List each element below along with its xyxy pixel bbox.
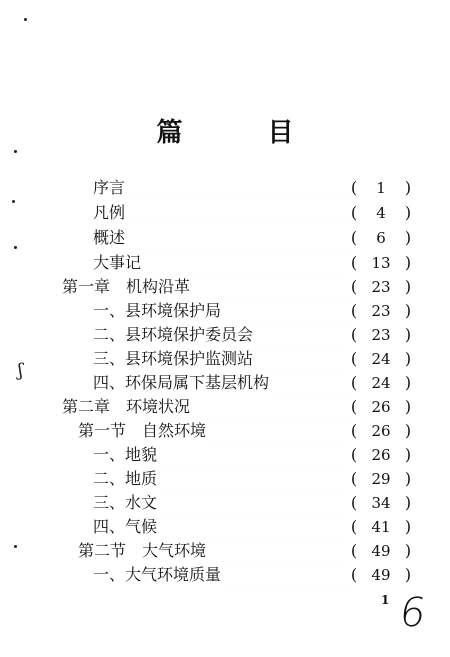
toc-entry-label: 大事记 [93,253,142,272]
toc-entry [93,468,413,490]
toc-entry-label: 第一章 机构沿革 [62,277,191,296]
toc-entry-label: 二、地质 [93,469,158,488]
scan-speck [14,545,17,548]
toc-entry [93,252,413,274]
toc-entry [93,324,413,346]
toc-entry [93,300,413,322]
toc-entry [93,227,413,249]
toc-entry-label: 一、地貌 [93,445,158,464]
margin-mark: ʃ [18,360,23,381]
toc-entry [93,348,413,370]
toc-page-number: ( 6 ) [350,228,412,247]
toc-page-number: ( 13 ) [350,253,412,272]
toc-page-number: ( 26 ) [350,397,412,416]
dot-leader [192,276,347,298]
dot-leader [159,516,347,538]
toc-page-number: ( 29 ) [350,469,412,488]
toc-page-number: ( 26 ) [350,445,412,464]
dot-leader [127,202,347,224]
toc-page-number: ( 23 ) [350,277,412,296]
dot-leader [208,540,347,562]
dot-leader [223,300,347,322]
scan-speck [12,200,15,203]
toc-entry [93,372,413,394]
toc-entry-label: 概述 [93,228,126,247]
dot-leader [159,468,347,490]
dot-leader [159,444,347,466]
toc-entry-label: 第一节 自然环境 [78,421,207,440]
handwritten-number: 6 [396,590,429,636]
toc-page-number: ( 4 ) [350,203,412,222]
toc-entry [93,444,413,466]
toc-page-number: ( 26 ) [350,421,412,440]
toc-entry-label: 第二章 环境状况 [62,397,191,416]
toc-entry [93,177,413,199]
dot-leader [143,252,347,274]
scan-speck [14,246,17,249]
dot-leader [192,396,347,418]
dot-leader [159,492,347,514]
page-folio: 1 [381,593,390,607]
toc-entry [93,516,413,538]
toc-entry-label: 第二节 大气环境 [78,541,207,560]
toc-page-number: ( 34 ) [350,493,412,512]
toc-entry-label: 二、县环境保护委员会 [93,325,254,344]
dot-leader [127,177,347,199]
toc-entry [93,564,413,586]
dot-leader [255,348,347,370]
toc-page-number: ( 1 ) [350,178,412,197]
toc-entry-label: 四、环保局属下基层机构 [93,373,270,392]
toc-entry-label: 一、大气环境质量 [93,565,222,584]
toc-entry-label: 凡例 [93,203,126,222]
toc-entry [93,202,413,224]
toc-page-number: ( 24 ) [350,349,412,368]
dot-leader [208,420,347,442]
scan-speck [24,18,27,21]
toc-page-number: ( 41 ) [350,517,412,536]
dot-leader [271,372,347,394]
page-title: 篇 目 [156,118,332,148]
toc-page-number: ( 49 ) [350,565,412,584]
toc-entry-label: 三、县环境保护监测站 [93,349,254,368]
toc-entry [93,492,413,514]
toc-entry [78,540,413,562]
toc-page-number: ( 23 ) [350,301,412,320]
scan-speck [14,150,17,153]
toc-entry-label: 序言 [93,178,126,197]
toc-entry [62,396,413,418]
toc-entry-label: 四、气候 [93,517,158,536]
toc-page-number: ( 24 ) [350,373,412,392]
toc-entry-label: 三、水文 [93,493,158,512]
toc-entry-label: 一、县环境保护局 [93,301,222,320]
toc-page-number: ( 23 ) [350,325,412,344]
toc-entry [78,420,413,442]
toc-page-number: ( 49 ) [350,541,412,560]
dot-leader [127,227,347,249]
dot-leader [223,564,347,586]
toc-entry [62,276,413,298]
dot-leader [255,324,347,346]
